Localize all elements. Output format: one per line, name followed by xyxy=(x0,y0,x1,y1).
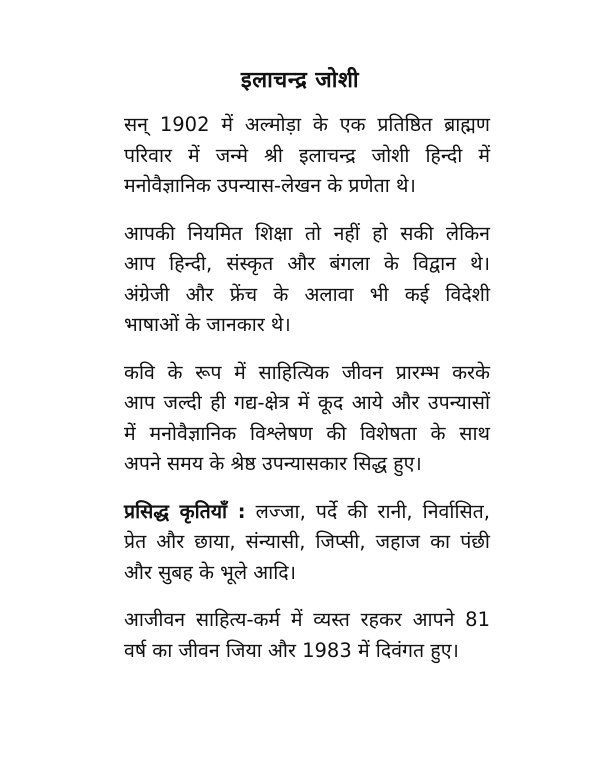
paragraph-birth xyxy=(124,110,490,202)
text-line xyxy=(124,497,490,528)
famous-works-label: प्रसिद्ध कृतियाँ : xyxy=(124,499,246,523)
text-line: आप हिन्दी, संस्कृत और बंगला के विद्वान थे। xyxy=(124,252,490,275)
text-line: में मनोवैज्ञानिक विश्लेषण की विशेषता के साथ xyxy=(124,421,490,445)
text-line: वर्ष का जीवन जिया और 1983 में दिवंगत हुए। xyxy=(124,638,459,662)
text-line: कवि के रूप में साहित्यिक जीवन प्रारम्भ करके xyxy=(124,360,490,384)
text-line: अंग्रेजी और फ्रेंच के अलावा भी कई विदेशी xyxy=(124,282,490,306)
text-line: अपने समय के श्रेष्ठ उपन्यासकार सिद्ध हुए। xyxy=(124,452,422,475)
biography-body xyxy=(124,110,490,683)
text-line: आप जल्दी ही गद्य-क्षेत्र में कूद आये और उपन्यासों xyxy=(124,391,490,414)
text-line: प्रेत और छाया, संन्यासी, जिप्सी, जहाज का पंछी xyxy=(124,530,490,553)
paragraph-death xyxy=(124,605,490,666)
text-line: आपकी नियमित शिक्षा तो नहीं हो सकी लेकिन xyxy=(124,221,490,245)
paragraph-career xyxy=(124,358,490,480)
text-line: सन् 1902 में अल्मोड़ा के एक प्रतिष्ठित ब्राह्मण xyxy=(124,113,490,136)
famous-works-list-start: लज्जा, पर्दे की रानी, निर्वासित, xyxy=(245,499,490,523)
text-line: परिवार में जन्मे श्री इलाचन्द्र जोशी हिन्दी में xyxy=(124,143,490,167)
text-line: आजीवन साहित्य-कर्म में व्यस्त रहकर आपने 81 xyxy=(124,608,490,631)
text-line: भाषाओं के जानकार थे। xyxy=(124,313,291,336)
paragraph-famous-works xyxy=(124,497,490,589)
text-line: और सुबह के भूले आदि। xyxy=(124,560,297,584)
text-line: मनोवैज्ञानिक उपन्यास-लेखन के प्रणेता थे। xyxy=(124,174,416,197)
page-title: इलाचन्द्र जोशी xyxy=(240,68,360,93)
paragraph-education xyxy=(124,219,490,341)
